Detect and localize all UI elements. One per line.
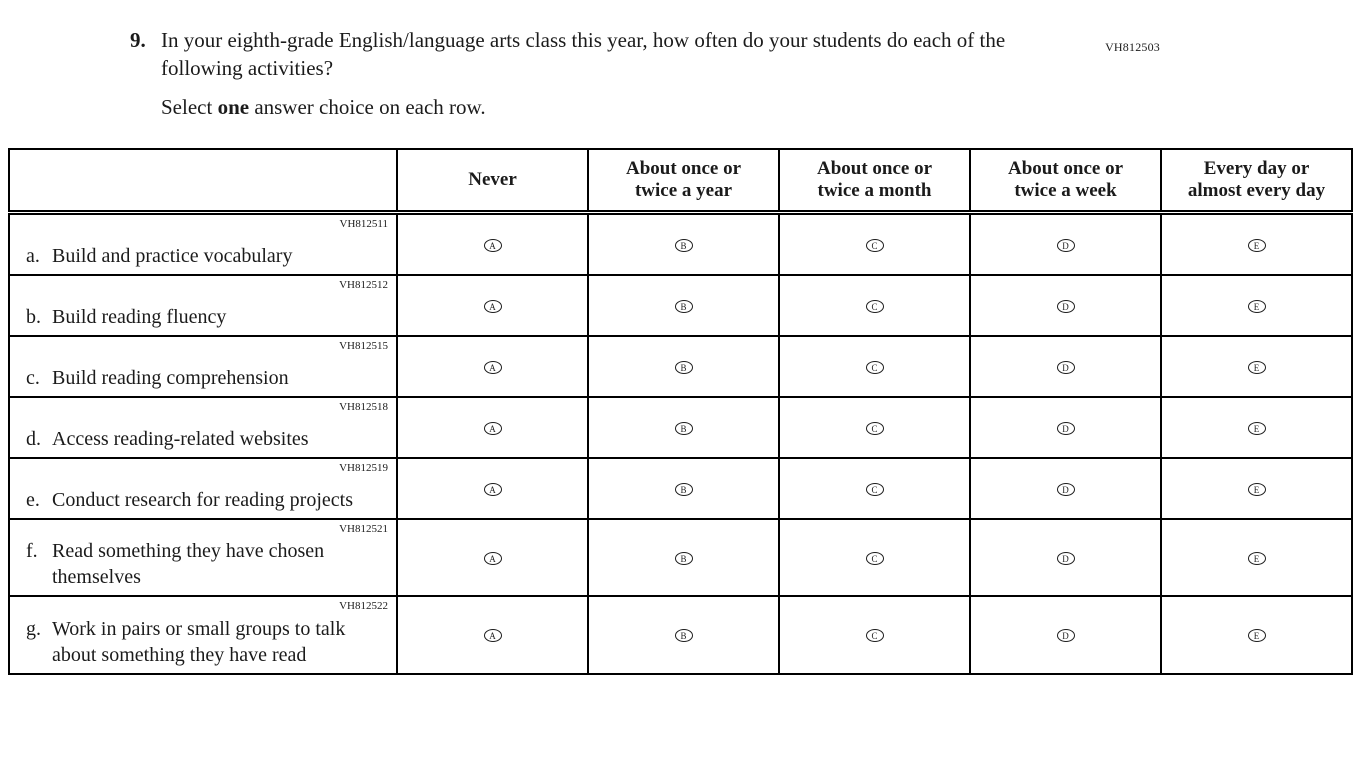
answer-cell-d-once-twice-month xyxy=(779,397,970,458)
answer-bubble-f-e[interactable]: E xyxy=(1248,552,1266,565)
question-text: In your eighth-grade English/language arts class this year, how often do your students do each of the following activities? xyxy=(161,28,1006,81)
activity-row-g xyxy=(9,596,1352,673)
row-label-cell-g xyxy=(9,596,397,673)
answer-bubble-d-d[interactable]: D xyxy=(1057,422,1075,435)
response-grid xyxy=(8,148,1353,675)
answer-cell-d-once-twice-year xyxy=(588,397,779,458)
row-code: VH812512 xyxy=(339,279,388,292)
instruction-suffix: answer choice on each row. xyxy=(249,94,486,119)
answer-bubble-e-d[interactable]: D xyxy=(1057,483,1075,496)
answer-bubble-f-a[interactable]: A xyxy=(484,552,502,565)
answer-bubble-d-a[interactable]: A xyxy=(484,422,502,435)
answer-cell-e-once-twice-month xyxy=(779,458,970,519)
row-code: VH812511 xyxy=(339,218,388,231)
answer-cell-b-once-twice-month xyxy=(779,275,970,336)
row-code: VH812519 xyxy=(339,462,388,475)
question-instruction xyxy=(161,95,1006,120)
row-letter: g. xyxy=(26,617,41,640)
row-label-inner xyxy=(26,523,388,590)
row-code: VH812521 xyxy=(339,523,388,536)
row-label xyxy=(26,616,388,668)
answer-bubble-b-d[interactable]: D xyxy=(1057,300,1075,313)
row-letter: e. xyxy=(26,489,40,512)
answer-cell-a-once-twice-week xyxy=(970,213,1161,276)
answer-cell-g-every-day xyxy=(1161,596,1352,673)
answer-bubble-f-b[interactable]: B xyxy=(675,552,693,565)
row-label xyxy=(26,538,388,590)
answer-cell-g-never xyxy=(397,596,588,673)
answer-cell-a-once-twice-month xyxy=(779,213,970,276)
answer-cell-b-once-twice-year xyxy=(588,275,779,336)
answer-bubble-g-d[interactable]: D xyxy=(1057,629,1075,642)
column-header-every-day: Every day or almost every day xyxy=(1161,149,1352,213)
activity-row-a xyxy=(9,213,1352,276)
header-row xyxy=(9,149,1352,213)
row-label-text: Read something they have chosen themselves xyxy=(52,540,325,589)
row-letter: c. xyxy=(26,367,40,390)
answer-bubble-d-e[interactable]: E xyxy=(1248,422,1266,435)
row-letter: f. xyxy=(26,540,38,563)
answer-cell-c-once-twice-month xyxy=(779,336,970,397)
answer-bubble-a-a[interactable]: A xyxy=(484,239,502,252)
answer-cell-a-never xyxy=(397,213,588,276)
row-label-cell-e xyxy=(9,458,397,519)
answer-cell-g-once-twice-year xyxy=(588,596,779,673)
answer-cell-d-every-day xyxy=(1161,397,1352,458)
answer-cell-e-never xyxy=(397,458,588,519)
answer-bubble-g-b[interactable]: B xyxy=(675,629,693,642)
answer-bubble-g-e[interactable]: E xyxy=(1248,629,1266,642)
answer-bubble-c-c[interactable]: C xyxy=(866,361,884,374)
answer-bubble-c-e[interactable]: E xyxy=(1248,361,1266,374)
answer-bubble-d-c[interactable]: C xyxy=(866,422,884,435)
row-label-cell-f xyxy=(9,519,397,596)
row-label-inner xyxy=(26,340,388,391)
answer-bubble-b-c[interactable]: C xyxy=(866,300,884,313)
row-label-cell-b xyxy=(9,275,397,336)
answer-bubble-e-e[interactable]: E xyxy=(1248,483,1266,496)
answer-bubble-c-d[interactable]: D xyxy=(1057,361,1075,374)
row-code: VH812515 xyxy=(339,340,388,353)
answer-bubble-a-e[interactable]: E xyxy=(1248,239,1266,252)
answer-cell-b-once-twice-week xyxy=(970,275,1161,336)
answer-cell-c-once-twice-year xyxy=(588,336,779,397)
row-label-inner xyxy=(26,600,388,667)
answer-bubble-c-a[interactable]: A xyxy=(484,361,502,374)
question-number: 9. xyxy=(130,28,146,52)
answer-cell-f-once-twice-year xyxy=(588,519,779,596)
row-label-text: Build reading fluency xyxy=(52,306,227,329)
answer-bubble-a-b[interactable]: B xyxy=(675,239,693,252)
row-letter: b. xyxy=(26,306,41,329)
answer-cell-g-once-twice-week xyxy=(970,596,1161,673)
question-block xyxy=(130,26,1360,120)
instruction-bold-word: one xyxy=(217,94,250,119)
question-texts xyxy=(161,26,1006,120)
activity-row-f xyxy=(9,519,1352,596)
answer-bubble-a-c[interactable]: C xyxy=(866,239,884,252)
answer-bubble-f-d[interactable]: D xyxy=(1057,552,1075,565)
answer-bubble-b-b[interactable]: B xyxy=(675,300,693,313)
row-label xyxy=(26,487,388,513)
answer-bubble-g-c[interactable]: C xyxy=(866,629,884,642)
answer-bubble-a-d[interactable]: D xyxy=(1057,239,1075,252)
row-label-inner xyxy=(26,218,388,269)
answer-bubble-e-c[interactable]: C xyxy=(866,483,884,496)
answer-cell-b-never xyxy=(397,275,588,336)
instruction-prefix: Select xyxy=(161,94,218,119)
column-header-never: Never xyxy=(397,149,588,213)
answer-cell-e-once-twice-week xyxy=(970,458,1161,519)
activity-row-b xyxy=(9,275,1352,336)
answer-cell-g-once-twice-month xyxy=(779,596,970,673)
answer-cell-b-every-day xyxy=(1161,275,1352,336)
answer-cell-d-never xyxy=(397,397,588,458)
row-letter: a. xyxy=(26,245,40,268)
answer-cell-f-once-twice-week xyxy=(970,519,1161,596)
activity-row-c xyxy=(9,336,1352,397)
row-label-text: Build and practice vocabulary xyxy=(52,245,293,268)
answer-bubble-d-b[interactable]: B xyxy=(675,422,693,435)
header-blank-cell xyxy=(9,149,397,213)
answer-bubble-e-b[interactable]: B xyxy=(675,483,693,496)
row-code: VH812522 xyxy=(339,600,388,613)
answer-cell-a-once-twice-year xyxy=(588,213,779,276)
answer-bubble-b-a[interactable]: A xyxy=(484,300,502,313)
answer-cell-e-every-day xyxy=(1161,458,1352,519)
row-label-cell-c xyxy=(9,336,397,397)
column-header-once-twice-month: About once or twice a month xyxy=(779,149,970,213)
row-code: VH812518 xyxy=(339,401,388,414)
row-label xyxy=(26,243,388,269)
row-label-cell-a xyxy=(9,213,397,276)
answer-cell-e-once-twice-year xyxy=(588,458,779,519)
row-label xyxy=(26,365,388,391)
column-header-once-twice-year: About once or twice a year xyxy=(588,149,779,213)
row-label-text: Conduct research for reading projects xyxy=(52,489,353,512)
answer-bubble-f-c[interactable]: C xyxy=(866,552,884,565)
row-label-cell-d xyxy=(9,397,397,458)
answer-cell-c-every-day xyxy=(1161,336,1352,397)
answer-cell-c-never xyxy=(397,336,588,397)
answer-cell-d-once-twice-week xyxy=(970,397,1161,458)
answer-bubble-g-a[interactable]: A xyxy=(484,629,502,642)
activity-row-d xyxy=(9,397,1352,458)
row-label-inner xyxy=(26,401,388,452)
answer-bubble-e-a[interactable]: A xyxy=(484,483,502,496)
grid-body xyxy=(9,213,1352,674)
form-code: VH812503 xyxy=(1105,40,1160,54)
row-label-text: Work in pairs or small groups to talk about something they have read xyxy=(52,617,346,666)
answer-bubble-b-e[interactable]: E xyxy=(1248,300,1266,313)
row-label xyxy=(26,426,388,452)
answer-bubble-c-b[interactable]: B xyxy=(675,361,693,374)
row-label-inner xyxy=(26,279,388,330)
row-label-text: Access reading-related websites xyxy=(52,428,309,451)
activity-row-e xyxy=(9,458,1352,519)
answer-cell-a-every-day xyxy=(1161,213,1352,276)
row-label-inner xyxy=(26,462,388,513)
answer-cell-c-once-twice-week xyxy=(970,336,1161,397)
column-header-once-twice-week: About once or twice a week xyxy=(970,149,1161,213)
answer-cell-f-never xyxy=(397,519,588,596)
answer-cell-f-once-twice-month xyxy=(779,519,970,596)
row-label xyxy=(26,304,388,330)
answer-cell-f-every-day xyxy=(1161,519,1352,596)
row-letter: d. xyxy=(26,428,41,451)
row-label-text: Build reading comprehension xyxy=(52,367,289,390)
